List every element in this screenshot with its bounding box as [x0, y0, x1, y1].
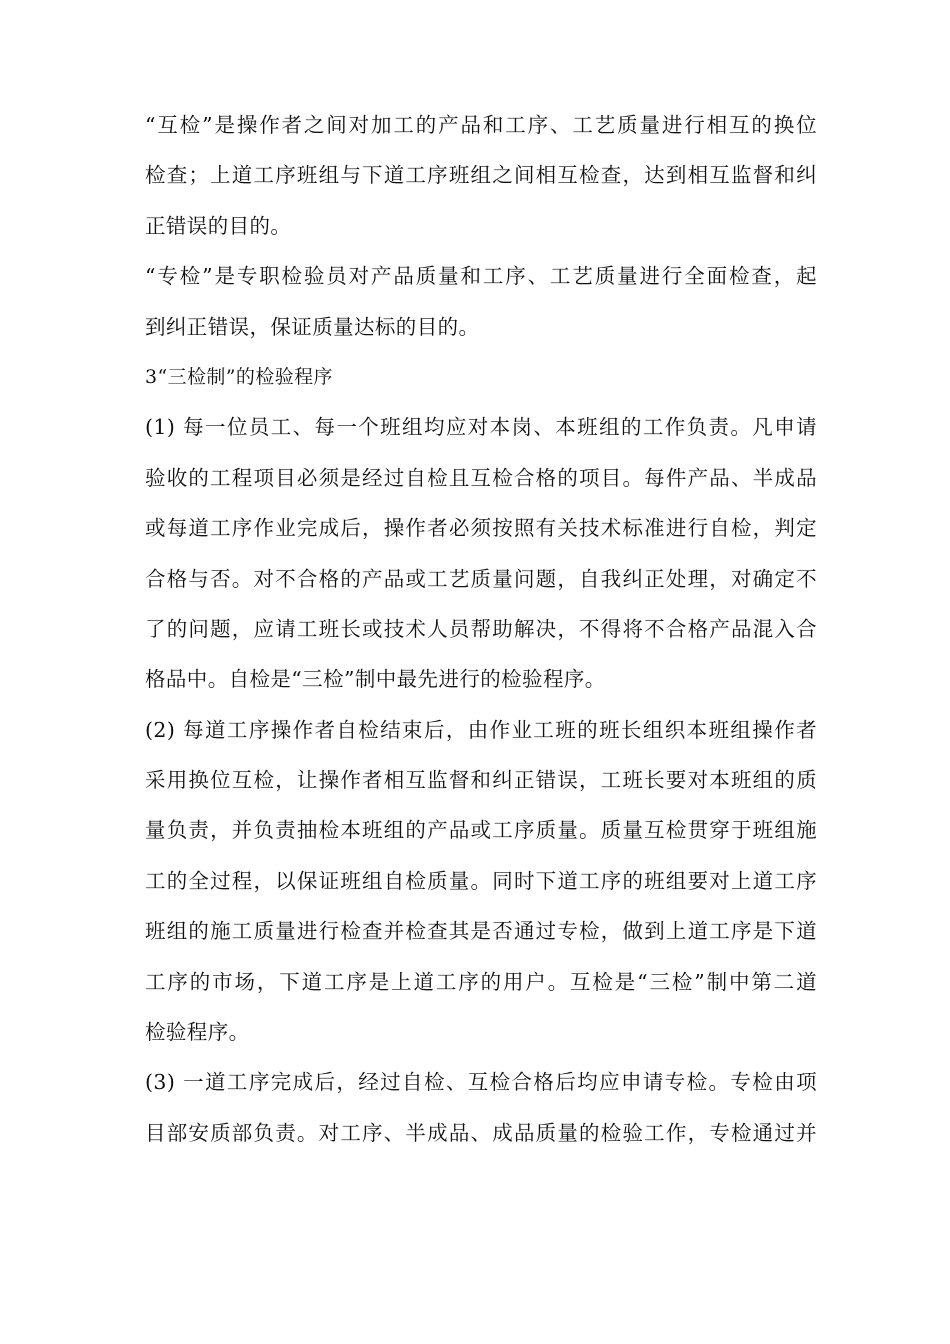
text-line: 目部安质部负责。对工序、半成品、成品质量的检验工作，专检通过并 — [145, 1120, 817, 1145]
text-line: “专检”是专职检验员对产品质量和工序、工艺质量进行全面检查，起 — [145, 264, 817, 289]
paragraph-item-1 — [145, 402, 817, 704]
document-body — [145, 100, 817, 1158]
text-line: 到纠正错误，保证质量达标的目的。 — [145, 314, 480, 339]
text-line: 采用换位互检，让操作者相互监督和纠正错误，工班长要对本班组的质 — [145, 768, 817, 793]
text-line: 正错误的目的。 — [145, 213, 292, 238]
text-line: (2) 每道工序操作者自检结束后，由作业工班的班长组织本班组操作者 — [145, 717, 817, 742]
heading-text: 3“三检制”的检验程序 — [145, 365, 333, 388]
text-line: (3) 一道工序完成后，经过自检、互检合格后均应申请专检。专检由项 — [145, 1070, 817, 1095]
text-line: 验收的工程项目必须是经过自检且互检合格的项目。每件产品、半成品 — [145, 465, 817, 490]
text-line: 工序的市场，下道工序是上道工序的用户。互检是“三检”制中第二道 — [145, 969, 817, 994]
text-line: 检查；上道工序班组与下道工序班组之间相互检查，达到相互监督和纠 — [145, 163, 817, 188]
paragraph-item-2 — [145, 705, 817, 1058]
text-line: (1) 每一位员工、每一个班组均应对本岗、本班组的工作负责。凡申请 — [145, 415, 817, 440]
text-line: 了的问题，应请工班长或技术人员帮助解决，不得将不合格产品混入合 — [145, 616, 817, 641]
text-line: 或每道工序作业完成后，操作者必须按照有关技术标准进行自检，判定 — [145, 516, 817, 541]
section-heading — [145, 352, 817, 402]
text-line: 格品中。自检是“三检”制中最先进行的检验程序。 — [145, 667, 606, 692]
text-line: 班组的施工质量进行检查并检查其是否通过专检，做到上道工序是下道 — [145, 919, 817, 944]
text-line: 量负责，并负责抽检本班组的产品或工序质量。质量互检贯穿于班组施 — [145, 818, 817, 843]
text-line: 合格与否。对不合格的产品或工艺质量问题，自我纠正处理，对确定不 — [145, 566, 817, 591]
paragraph-special-inspection — [145, 251, 817, 352]
text-line: 检验程序。 — [145, 1020, 250, 1045]
text-line: “互检”是操作者之间对加工的产品和工序、工艺质量进行相互的换位 — [145, 113, 817, 137]
text-line: 工的全过程，以保证班组自检质量。同时下道工序的班组要对上道工序 — [145, 868, 817, 893]
paragraph-mutual-inspection — [145, 100, 817, 251]
paragraph-item-3 — [145, 1057, 817, 1158]
